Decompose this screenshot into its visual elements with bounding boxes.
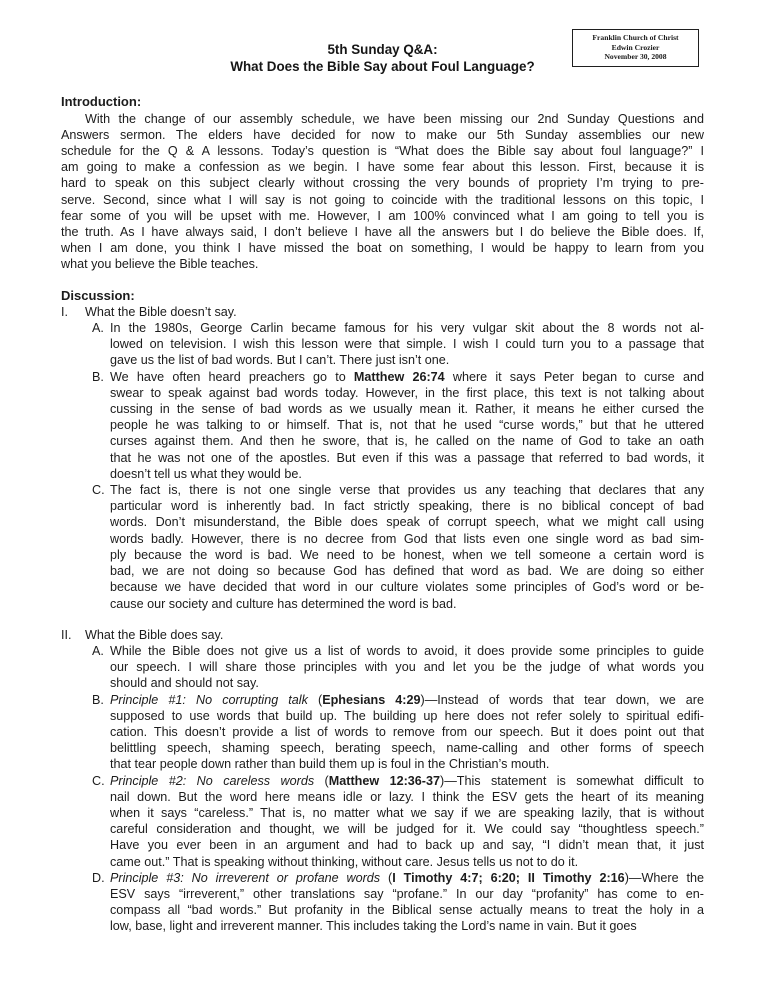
text-run: our speech. I will share those principles with you and let you be the judge of what words you: [110, 660, 704, 675]
text-line: [110, 547, 704, 563]
text-run: low, base, light and irreverent manner. This includes taking the Lord’s name in vain. But it goes: [110, 919, 637, 934]
text-run: )—Where the: [624, 870, 704, 885]
bold-text: Matthew 26:74: [353, 369, 445, 384]
text-run: words. Don’t misunderstand, the Bible does speak of corrupt speech, what we might call using: [110, 515, 704, 530]
paragraph: [61, 111, 704, 273]
text-run: serve. Second, since what I will say is not going to coincide with the traditional lessons on this topic, I: [61, 192, 704, 207]
text-run: people he was talking to or himself. That is, not that he used “curse words,” but that he uttered: [110, 418, 704, 433]
text-line: [110, 805, 704, 821]
text-line: [61, 256, 704, 272]
text-line: [110, 643, 704, 659]
text-line: [110, 352, 704, 368]
text-line: [110, 659, 704, 675]
text-run: doesn’t tell us what they would be.: [110, 466, 302, 481]
text-run: cation. This doesn’t provide a list of words to remove from our speech. But it does point out that: [110, 724, 704, 739]
text-run: We have often heard preachers go to: [110, 369, 354, 384]
text-run: that he was not one of the apostles. But even if this was a passage that referred to bad words, it: [110, 450, 704, 465]
text-line: [61, 175, 704, 191]
text-line: [110, 482, 704, 498]
text-run: cause our society and culture has determined the word is bad.: [110, 596, 457, 611]
text-line: [110, 756, 704, 772]
bold-text: Matthew 12:36-37: [328, 773, 440, 788]
text-run: With the change of our assembly schedule, we have been missing our 2nd Sunday Questions and: [85, 111, 704, 126]
text-run: While the Bible does not give us a list of words to avoid, it does provide some principles to guide: [110, 643, 704, 658]
italic-text: Principle #1: No corrupting talk: [110, 692, 308, 707]
text-line: [110, 369, 704, 385]
text-line: [110, 385, 704, 401]
outline-subitem: [61, 692, 704, 773]
list-marker: II.: [61, 627, 72, 642]
text-line: [61, 192, 704, 208]
outline-item: [61, 304, 704, 320]
text-run: schedule for the Q & A lessons. Today’s question is “What does the Bible say about foul language?” I: [61, 144, 704, 159]
text-run: am going to make a confession as we begin. I have some fear about this lesson. First, because it is: [61, 160, 704, 175]
text-line: [110, 596, 704, 612]
text-line: [61, 111, 704, 127]
text-line: [110, 531, 704, 547]
text-run: particular word is inherently bad. In fact strictly speaking, there is no biblical concept of bad: [110, 499, 704, 514]
text-line: [110, 692, 704, 708]
list-marker: A.: [92, 321, 104, 336]
text-line: [110, 450, 704, 466]
list-marker: D.: [92, 870, 105, 885]
outline-subitem: [61, 369, 704, 482]
text-run: hard to speak on this subject clearly without crossing the very bounds of propriety I’m trying to pre-: [61, 176, 704, 191]
text-run: belittling speech, shaming speech, berating speech, name-calling and other forms of speech: [110, 741, 704, 756]
text-run: swear to speak against bad words today. However, in the first place, this text is not talking about: [110, 385, 704, 400]
page-title: [61, 41, 704, 75]
outline-subitem: [61, 773, 704, 870]
section-heading: Discussion:: [61, 287, 135, 303]
text-run: )—Instead of words that tear down, we are: [420, 692, 704, 707]
list-marker: C.: [92, 773, 105, 788]
text-line: [61, 127, 704, 143]
outline-subitem: [61, 482, 704, 612]
outline-item: [61, 627, 704, 643]
text-run: cussing in the sense of bad words as we usually mean it. Rather, it means he either cursed the: [110, 402, 704, 417]
outline-subitem: [61, 870, 704, 935]
text-line: [61, 143, 704, 159]
text-run: fear some of you will be upset with me. However, I am 100% convinced what I am going to tell you is: [61, 208, 704, 223]
text-run: )—This statement is somewhat difficult to: [440, 773, 705, 788]
text-line: [61, 159, 704, 175]
bold-text: Ephesians 4:29: [322, 692, 421, 707]
text-run: curses against them. And then he swore, that is, he called on the name of God to take an oath: [110, 434, 704, 449]
text-run: bad, we are not doing so because God has defined that word as bad. We are doing so either: [110, 564, 704, 579]
text-run: compass all “bad words.” But profanity in the Biblical sense actually means to treat the holy in a: [110, 903, 704, 918]
list-marker: B.: [92, 369, 104, 384]
list-marker: C.: [92, 483, 105, 498]
text-run: In the 1980s, George Carlin became famous for his very vulgar skit about the 8 words not al-: [110, 321, 704, 336]
text-line: [110, 401, 704, 417]
text-line: [110, 433, 704, 449]
text-run: ESV says “irreverent,” other translations say “profane.” In our day “profanity” has come to en-: [110, 886, 704, 901]
italic-text: Principle #2: No careless words: [110, 773, 315, 788]
text-run: ply because the word is bad. We need to be honest, when we tell someone a certain word is: [110, 547, 704, 562]
text-line: [110, 821, 704, 837]
text-run: (: [314, 773, 329, 788]
church-name: Franklin Church of Christ: [592, 33, 679, 42]
text-line: [61, 208, 704, 224]
text-line: [110, 675, 704, 691]
text-line: [110, 417, 704, 433]
text-line: [110, 740, 704, 756]
text-line: [110, 789, 704, 805]
text-line: [110, 902, 704, 918]
text-line: [110, 466, 704, 482]
text-run: the truth. As I have always said, I don’t believe I have all the answers but I do believe the Bible does. If,: [61, 225, 704, 240]
document-body: [61, 0, 704, 935]
outline-subitem: [61, 643, 704, 692]
text-line: [85, 627, 704, 643]
paragraph-spacer: [61, 612, 704, 627]
list-marker: A.: [92, 643, 104, 658]
text-run: because we have decided that word in our culture violates some principles of God’s word or be-: [110, 580, 704, 595]
text-line: [110, 708, 704, 724]
text-line: [110, 773, 704, 789]
text-run: (: [380, 870, 393, 885]
text-line: [110, 320, 704, 336]
page-title-line-2: What Does the Bible Say about Foul Language?: [230, 59, 535, 75]
text-run: should and should not say.: [110, 676, 259, 691]
text-run: when it says “careless.” That is, no matter what we say if we are speaking lazily, that is without: [110, 805, 704, 820]
author-name: Edwin Crozier: [611, 42, 660, 52]
text-line: [110, 514, 704, 530]
text-run: Answers sermon. The elders have decided for now to make our 5th Sunday assemblies our new: [61, 127, 704, 142]
text-run: gave us the list of bad words. But I can’t. There just isn’t one.: [110, 353, 450, 368]
text-run: words badly. However, there is no decree from God that lists even one single word as bad sim-: [110, 531, 704, 546]
text-line: [110, 837, 704, 853]
text-line: [110, 579, 704, 595]
text-line: [110, 563, 704, 579]
text-run: that tear people down rather than build them up is foul in the Christian’s mouth.: [110, 757, 550, 772]
text-run: careful consideration and thought, we will be judged for it. We could say “thoughtless speech.”: [110, 822, 704, 837]
text-run: What the Bible does say.: [85, 627, 224, 642]
paragraph-spacer: [61, 273, 704, 288]
text-run: What the Bible doesn’t say.: [85, 304, 237, 319]
text-line: [61, 240, 704, 256]
list-marker: I.: [61, 304, 68, 319]
text-run: came out.” That is speaking without thinking, without care. Jesus tells us not to do it.: [110, 854, 579, 869]
text-run: where it says Peter began to curse and: [444, 369, 704, 384]
text-line: [85, 304, 704, 320]
section-heading: Introduction:: [61, 94, 142, 110]
text-line: [110, 886, 704, 902]
text-line: [110, 918, 704, 934]
bold-text: I Timothy 4:7; 6:20; II Timothy 2:16: [392, 870, 625, 885]
text-run: supposed to use words that build up. The building up here does not refer solely to spiritual edifi-: [110, 708, 704, 723]
text-run: lowed on television. I wish this lesson were that simple. I wish I could turn you to a passage that: [110, 337, 704, 352]
text-run: when I am done, you think I have missed the boat on something, I would be happy to learn from you: [61, 241, 704, 256]
text-line: [110, 724, 704, 740]
list-marker: B.: [92, 692, 104, 707]
text-line: [110, 854, 704, 870]
text-run: Have you ever been in an argument and had to back up and say, “I didn’t mean that, it just: [110, 838, 704, 853]
text-run: what you believe the Bible teaches.: [61, 257, 259, 272]
text-line: [110, 336, 704, 352]
text-line: [110, 870, 704, 886]
outline-subitem: [61, 320, 704, 369]
italic-text: Principle #3: No irreverent or profane words: [110, 870, 381, 885]
sermon-date: November 30, 2008: [604, 52, 667, 62]
text-run: The fact is, there is not one single verse that provides us any teaching that declares that any: [110, 483, 704, 498]
text-run: (: [307, 692, 323, 707]
text-line: [61, 224, 704, 240]
text-line: [110, 498, 704, 514]
text-run: nail down. But the word here means idle or lazy. I think the ESV gets the heart of its meaning: [110, 789, 704, 804]
page-title-line-1: 5th Sunday Q&A:: [327, 42, 438, 57]
